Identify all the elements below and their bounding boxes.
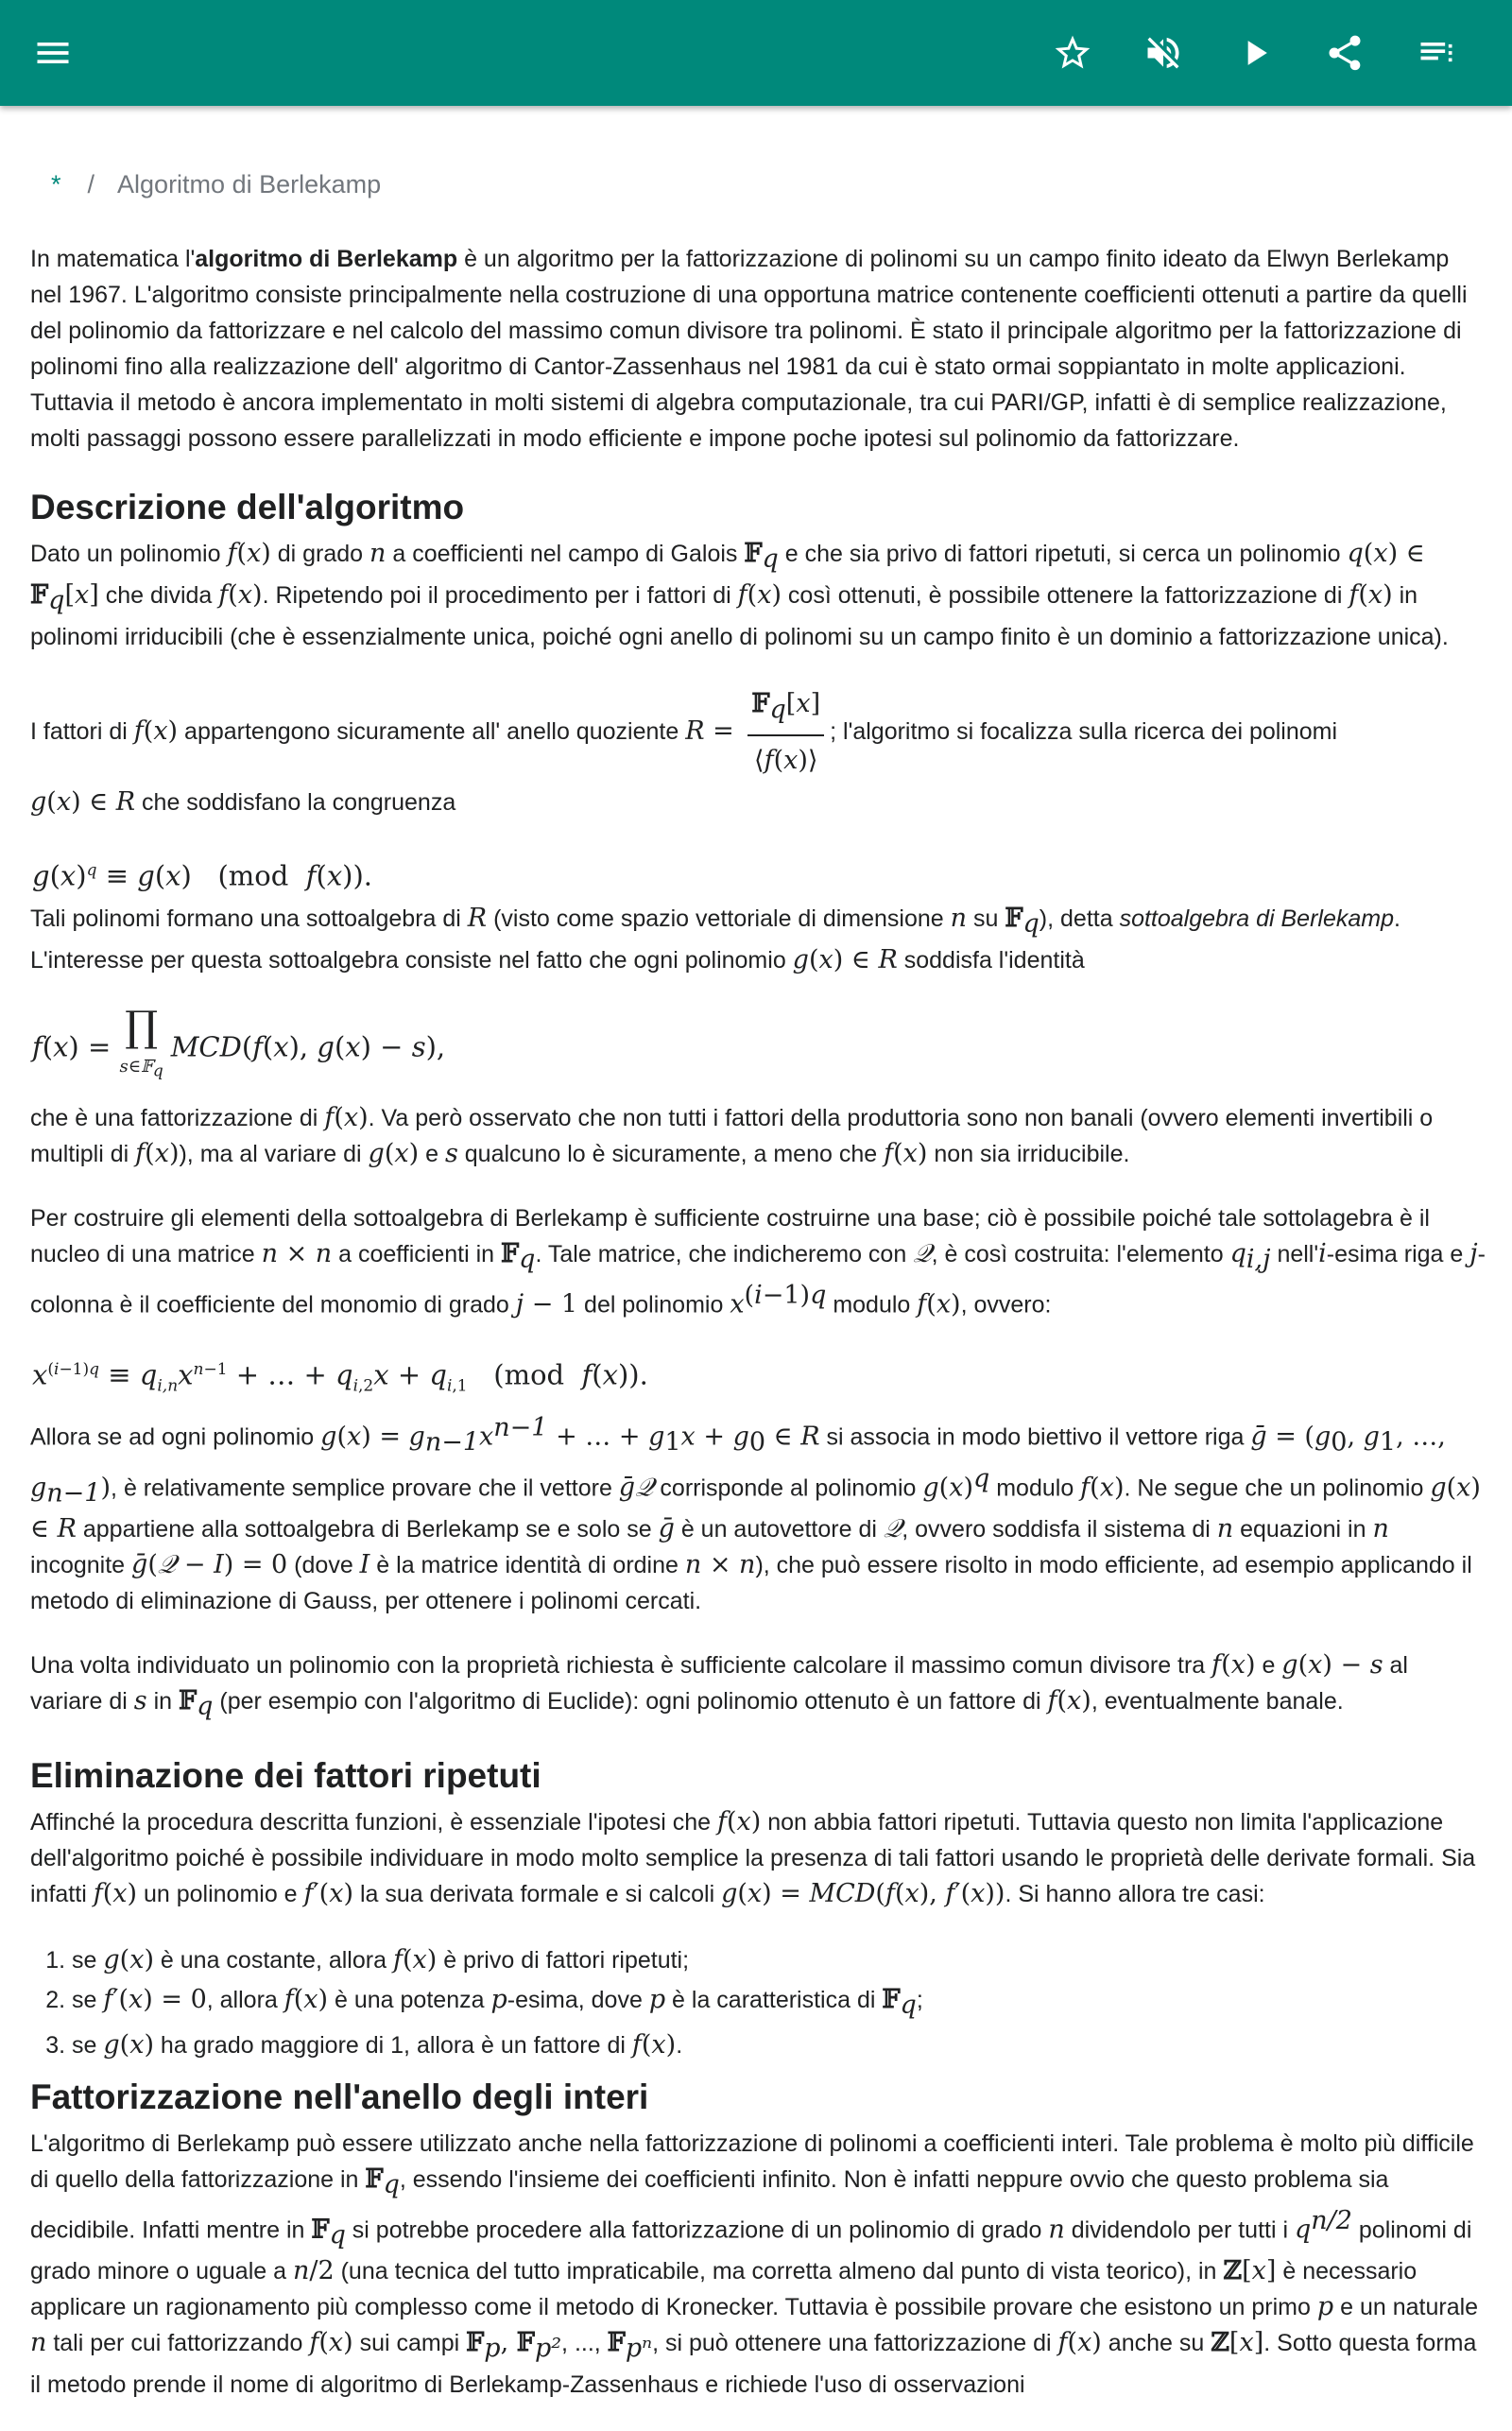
play-icon: [1234, 32, 1276, 74]
cases-list: [30, 1940, 1486, 2065]
matrix-formula: $x^{(i-1)q} \equiv q_{i,n}x^{n-1}$ + … + $q_{i,2}x + q_{i,1}$ (mod f(x)).: [32, 1358, 648, 1396]
paragraph: Per costruire gli elementi della sottoalgebra di Berlekamp è sufficiente costruirne una base; ciò è possibile poiché tale sottolagebra è il nucleo di una matrice n × n a coefficienti in 𝔽$_q$. Tale matrice, che indicheremo con 𝒬, è così costruita: l'elemento $q_{i,j}$ nell'i-esima riga e j-colonna è il coefficiente del monomio di grado j − 1 del polinomio $x^{(i-1)q}$ modulo f(x), ovvero:: [30, 1204, 1486, 1319]
paragraph: Una volta individuato un polinomio con la proprietà richiesta è sufficiente calcolare il massimo comun divisore tra f(x) e g(x) − s al variare di s in 𝔽$_q$ (per esempio con l'algoritmo di Euclide): ogni polinomio ottenuto è un fattore di f(x), eventualmente banale.: [30, 1650, 1408, 1722]
bookmark-button[interactable]: [1044, 25, 1101, 81]
product-formula: f(x) = ∏ s∈𝔽$_q$ MCD(f(x), g(x) − s),: [32, 1003, 446, 1081]
list-item: 3. se g(x) ha grado maggiore di 1, allora è un fattore di f(x).: [72, 2026, 1486, 2065]
list-item: 2. se f′(x) = 0, allora f(x) è una potenza p-esima, dove p è la caratteristica di 𝔽$_q$;: [72, 1980, 1486, 2026]
list-icon: [1416, 32, 1457, 74]
paragraph: Dato un polinomio f(x) di grado n a coefficienti nel campo di Galois 𝔽$_q$ e che sia privo di fattori ripetuti, si cerca un polinomio q(x) ∈ 𝔽$_q$[x] che divida f(x). Ripetendo poi il procedimento per i fattori di f(x) così ottenuti, è possibile ottenere la fattorizzazione di f(x) in polinomi irriducibili (che è essenzialmente unica, poiché ogni anello di polinomi su un campo finito è un dominio a fattorizzazione unica).: [30, 539, 1449, 650]
breadcrumb-home[interactable]: *: [51, 170, 61, 198]
breadcrumb-current: Algoritmo di Berlekamp: [117, 170, 382, 198]
list-item: 1. se g(x) è una costante, allora f(x) è privo di fattori ripetuti;: [72, 1940, 1486, 1980]
share-button[interactable]: [1316, 25, 1373, 81]
contents-button[interactable]: [1408, 25, 1465, 81]
section-title-eliminazione: Eliminazione dei fattori ripetuti: [30, 1756, 541, 1796]
article: [30, 142, 1486, 2431]
paragraph: Affinché la procedura descritta funzioni, è essenziale l'ipotesi che f(x) non abbia fattori ripetuti. Tuttavia questo non limita l'applicazione dell'algoritmo poiché è possibile individuare in modo molto semplice la presenza di tali fattori usando le proprietà delle derivate formali. Sia infatti f(x) un polinomio e f′(x) la sua derivata formale e si calcoli g(x) = MCD(f(x), f′(x)). Si hanno allora tre casi:: [30, 1807, 1476, 1909]
star-outline-icon: [1052, 32, 1093, 74]
app-bar: [0, 0, 1512, 106]
paragraph: che è una fattorizzazione di f(x). Va però osservato che non tutti i fattori della produttoria sono non banali (ovvero elementi invertibili o multipli di f(x)), ma al variare di g(x) e s qualcuno lo è sicuramente, a meno che f(x) non sia irriducibile.: [30, 1102, 1434, 1168]
play-button[interactable]: [1227, 25, 1283, 81]
paragraph: Tali polinomi formano una sottoalgebra di R (visto come spazio vettoriale di dimensione n su 𝔽$_q$), detta sottoalgebra di Berlekamp. L'interesse per questa sottoalgebra consiste nel fatto che ogni polinomio g(x) ∈ R soddisfa l'identità: [30, 904, 1400, 975]
breadcrumb-separator: /: [87, 170, 95, 198]
article-subject: algoritmo di Berlekamp: [195, 246, 458, 272]
intro-paragraph: In matematica l'algoritmo di Berlekamp è un algoritmo per la fattorizzazione di polinomi su un campo finito ideato da Elwyn Berlekamp nel 1967. L'algoritmo consiste principalmente nella costruzione di una opportuna matrice contenente coefficienti ottenuti a partire da quelli del polinomio da fattorizzare e nel calcolo del massimo comun divisore tra polinomi. È stato il principale algoritmo per la fattorizzazione di polinomi fino alla realizzazione dell' algoritmo di Cantor-Zassenhaus nel 1981 da cui è stato ormai soppiantato in molte applicazioni. Tuttavia il metodo è ancora implementato in molti sistemi di algebra computazionale, tra cui PARI/GP, infatti è di semplice realizzazione, molti passaggi possono essere parallelizzati in modo efficiente e impone poche ipotesi sul polinomio da fattorizzare.: [30, 246, 1468, 452]
menu-button[interactable]: [25, 25, 81, 81]
volume-off-icon: [1143, 32, 1184, 74]
menu-icon: [32, 32, 74, 74]
paragraph: Allora se ad ogni polinomio $g(x) = g_{n-1}x^{n-1}$ + … + $g_1x + g_0$ ∈ R si associa in modo biettivo il vettore riga ḡ = ($g_0$, $g_1$, …, $g_{n-1}$), è relativamente semplice provare che il vettore ḡ𝒬 corrisponde al polinomio $g(x)^q$ modulo f(x). Ne segue che un polinomio g(x) ∈ R appartiene alla sottoalgebra di Berlekamp se e solo se ḡ è un autovettore di 𝒬, ovvero soddisfa il sistema di n equazioni in n incognite ḡ(𝒬 − I) = 0 (dove I è la matrice identità di ordine n × n), che può essere risolto in modo efficiente, ad esempio applicando il metodo di eliminazione di Gauss, per ottenere i polinomi cercati.: [30, 1413, 1481, 1615]
share-icon: [1324, 32, 1366, 74]
paragraph: L'algoritmo di Berlekamp può essere utilizzato anche nella fattorizzazione di polinomi a coefficienti interi. Tale problema è molto più difficile di quello della fattorizzazione in 𝔽$_q$, essendo l'insieme dei coefficienti infinito. Non è infatti neppure ovvio che questo problema sia decidibile. Infatti mentre in 𝔽$_q$ si potrebbe procedere alla fattorizzazione di un polinomio di grado n dividendolo per tutti i $q^{n/2}$ polinomi di grado minore o uguale a n/2 (una tecnica del tutto impraticabile, ma corretta almeno dal punto di vista teorico), in ℤ[x] è necessario applicare un ragionamento più complesso come il metodo di Kronecker. Tuttavia è possibile provare che esistono un primo p e un naturale n tali per cui fattorizzando f(x) sui campi 𝔽$_p$, 𝔽$_{p^2}$, ..., 𝔽$_{p^n}$, si può ottenere una fattorizzazione di f(x) anche su ℤ[x]. Sotto questa forma il metodo prende il nome di algoritmo di Berlekamp-Zassenhaus e richiede l'uso di osservazioni: [30, 2130, 1479, 2399]
breadcrumb: [51, 170, 1486, 199]
paragraph: I fattori di f(x) appartengono sicuramente all' anello quoziente R = $\frac{𝔽_q[x]}{⟨f(x)⟩}$ ; l'algoritmo si focalizza sulla ricerca dei polinomi g(x) ∈ R che soddisfano la congruenza: [30, 683, 1486, 823]
congruence-formula: $g(x)^q \equiv g(x)$ (mod f(x)).: [32, 860, 373, 893]
mute-button[interactable]: [1135, 25, 1192, 81]
section-title-descrizione: Descrizione dell'algoritmo: [30, 488, 465, 526]
section-title-fattorizzazione: Fattorizzazione nell'anello degli interi: [30, 2078, 649, 2117]
